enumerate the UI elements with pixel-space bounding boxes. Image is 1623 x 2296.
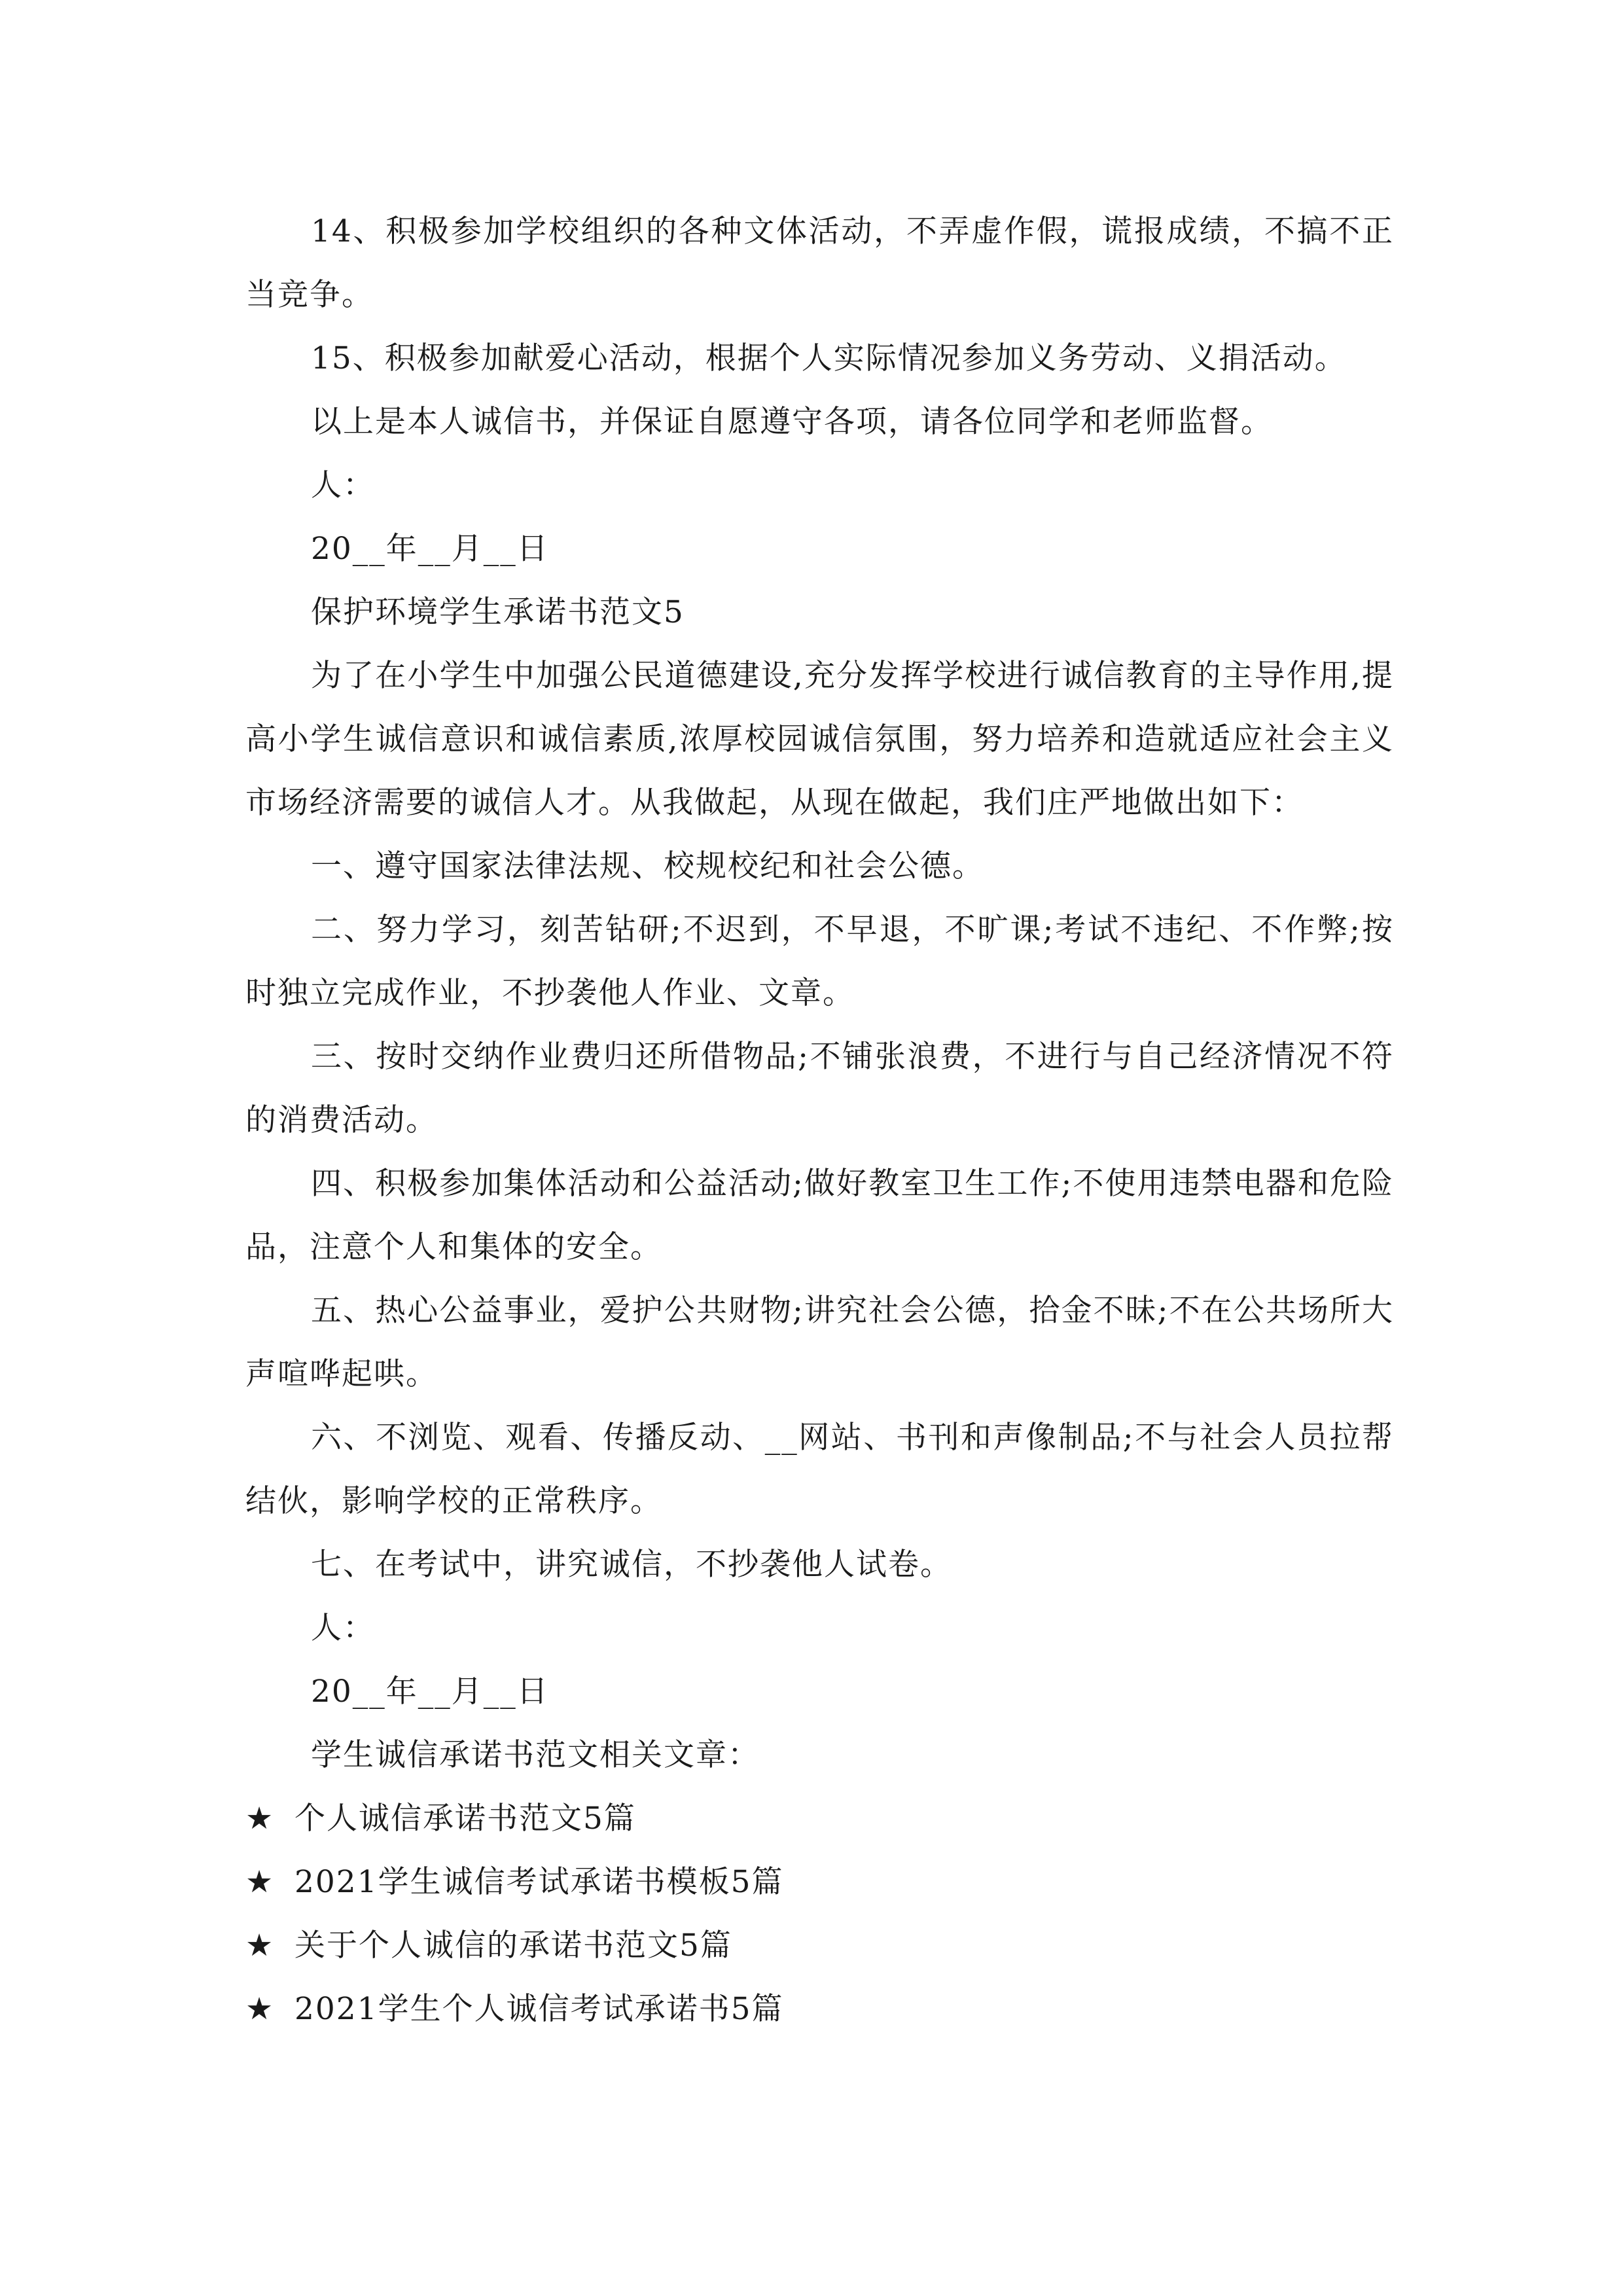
star-icon: ★: [245, 1928, 275, 1964]
paragraph-15: 15、积极参加献爱心活动，根据个人实际情况参加义务劳动、义捐活动。: [311, 340, 1347, 376]
related-link-text[interactable]: 2021学生诚信考试承诺书模板5篇: [294, 1864, 784, 1900]
paragraph-14: 14、积极参加学校组织的各种文体活动，不弄虚作假，谎报成绩，不搞不正当竞争。: [245, 213, 1394, 313]
item-5: 五、热心公益事业，爱护公共财物;讲究社会公德，拾金不昧;不在公共场所大声喧哗起哄。: [245, 1293, 1394, 1392]
star-icon: ★: [245, 1991, 275, 2027]
item-7: 七、在考试中，讲究诚信，不抄袭他人试卷。: [311, 1547, 952, 1583]
signature-line: 人：: [311, 467, 375, 503]
item-1: 一、遵守国家法律法规、校规校纪和社会公德。: [311, 848, 984, 884]
related-articles-heading: 学生诚信承诺书范文相关文章：: [311, 1737, 760, 1773]
item-4: 四、积极参加集体活动和公益活动;做好教室卫生工作;不使用违禁电器和危险品，注意个人和集体的安全。: [245, 1166, 1394, 1265]
signature-line-2: 人：: [311, 1610, 375, 1646]
star-icon: ★: [245, 1864, 275, 1900]
section-title: 保护环境学生承诺书范文5: [311, 594, 685, 630]
related-link-text[interactable]: 关于个人诚信的承诺书范文5篇: [294, 1928, 732, 1964]
paragraph-summary: 以上是本人诚信书，并保证自愿遵守各项，请各位同学和老师监督。: [311, 404, 1273, 440]
intro-paragraph: 为了在小学生中加强公民道德建设,充分发挥学校进行诚信教育的主导作用,提高小学生诚信意识和诚信素质,浓厚校园诚信氛围，努力培养和造就适应社会主义市场经济需要的诚信人才。从我做起，从现在做起，我们庄严地做出如下：: [245, 658, 1394, 821]
related-link[interactable]: [245, 1787, 1394, 1850]
related-link-text[interactable]: 2021学生个人诚信考试承诺书5篇: [294, 1991, 784, 2027]
related-link[interactable]: [245, 1850, 1394, 1914]
related-link[interactable]: [245, 1914, 1394, 1977]
item-2: 二、努力学习，刻苦钻研;不迟到，不早退，不旷课;考试不违纪、不作弊;按时独立完成作业，不抄袭他人作业、文章。: [245, 912, 1394, 1011]
date-line: 20__年__月__日: [311, 531, 549, 567]
date-line-2: 20__年__月__日: [311, 1674, 549, 1710]
item-6: 六、不浏览、观看、传播反动、__网站、书刊和声像制品;不与社会人员拉帮结伙，影响学校的正常秩序。: [245, 1420, 1394, 1519]
related-link[interactable]: [245, 1977, 1394, 2041]
star-icon: ★: [245, 1801, 275, 1837]
related-link-text[interactable]: 个人诚信承诺书范文5篇: [294, 1801, 636, 1837]
document-body: [245, 200, 1394, 2041]
item-3: 三、按时交纳作业费归还所借物品;不铺张浪费，不进行与自己经济情况不符的消费活动。: [245, 1039, 1394, 1138]
